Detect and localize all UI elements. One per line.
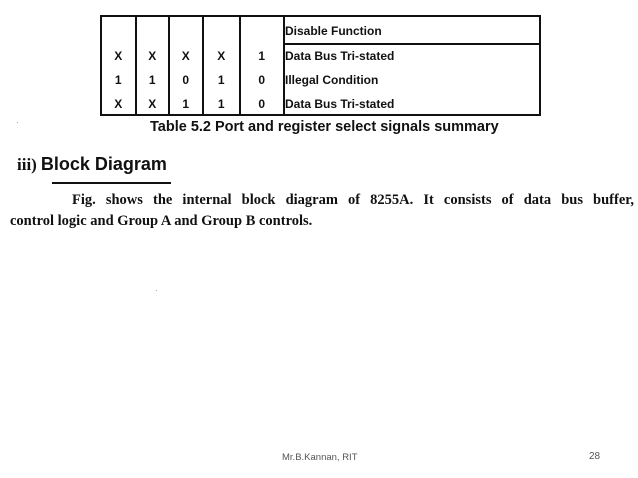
scan-mark: · (155, 286, 158, 295)
table-caption: Table 5.2 Port and register select signals summary (150, 119, 499, 135)
table-cell: 1 (217, 97, 226, 111)
table-header-label: Disable Function (285, 24, 382, 38)
paragraph-line: control logic and Group A and Group B controls. (10, 213, 313, 229)
table-cell: 0 (182, 73, 190, 87)
table-cell: 1 (114, 73, 123, 87)
body-paragraph (10, 190, 634, 232)
table-cell: X (148, 97, 157, 111)
table-row-description: Data Bus Tri-stated (285, 97, 395, 111)
scan-mark: · (16, 118, 19, 127)
table-cell: 0 (258, 73, 266, 87)
table-cell: X (181, 49, 191, 63)
table-cell: X (148, 49, 157, 63)
table-cell: 1 (258, 49, 266, 63)
section-heading (17, 154, 167, 175)
section-title: Block Diagram (40, 154, 167, 174)
table-row (102, 44, 539, 68)
page-number: 28 (589, 451, 601, 462)
table-row-description: Illegal Condition (285, 73, 379, 87)
table-cell: X (114, 49, 123, 63)
footer-author: Mr.B.Kannan, RIT (282, 452, 358, 463)
section-number: iii) (17, 155, 37, 174)
signals-summary-table (100, 15, 541, 116)
table-cell: X (217, 49, 226, 63)
heading-underline (52, 182, 171, 184)
paragraph-line: Fig. shows the internal block diagram of 8255A. It consists of data bus buffer, (72, 192, 634, 208)
table-cell: X (114, 97, 123, 111)
table-cell: 1 (182, 97, 190, 111)
table-header-row (102, 19, 539, 43)
table-row (102, 68, 539, 92)
table-row (102, 92, 539, 116)
table-cell: 1 (148, 73, 157, 87)
table-cell: 1 (217, 73, 226, 87)
table-cell: 0 (258, 97, 266, 111)
table-row-description: Data Bus Tri-stated (285, 49, 395, 63)
